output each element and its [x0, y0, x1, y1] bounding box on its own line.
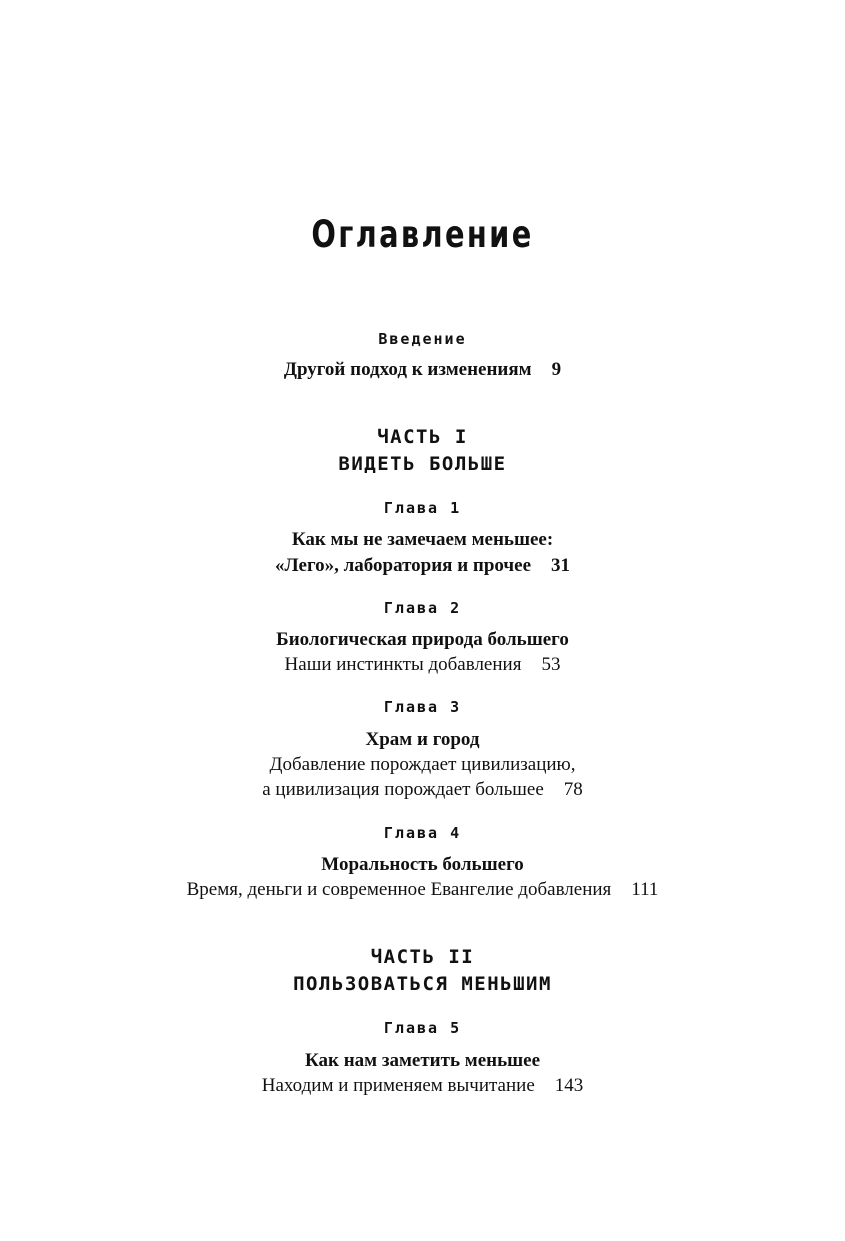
- chapter5-title: Как нам заметить меньшее: [304, 1050, 541, 1071]
- chapter1-page-number: 31: [551, 555, 571, 576]
- chapter3-title: Храм и город: [365, 729, 480, 750]
- part2-title: ПОЛЬЗОВАТЬСЯ МЕНЬШИМ: [293, 973, 552, 995]
- chapter5-label: Глава 5: [383, 1019, 462, 1037]
- part2-label: ЧАСТЬ II: [370, 946, 475, 968]
- chapter2-subtitle: Наши инстинкты добавления: [284, 654, 522, 675]
- chapter3-page-number: 78: [563, 779, 583, 800]
- intro-page-number: 9: [551, 359, 562, 380]
- intro-label: Введение: [378, 330, 467, 348]
- chapter1-title-line1: Как мы не замечаем меньшее:: [291, 529, 554, 550]
- chapter2-entry: [0, 654, 845, 676]
- part1-title: ВИДЕТЬ БОЛЬШЕ: [338, 453, 507, 475]
- chapter2-title: Биологическая природа большего: [276, 629, 569, 650]
- chapter4-entry: [0, 879, 845, 901]
- chapter4-page-number: 111: [631, 879, 659, 900]
- chapter3-subtitle-line2: а цивилизация порождает большее: [262, 779, 544, 800]
- chapter2-page-number: 53: [541, 654, 561, 675]
- chapter5-entry: [0, 1075, 845, 1097]
- intro-title: Другой подход к изменениям: [283, 359, 532, 380]
- chapter3-subtitle-line1: Добавление порождает цивилизацию,: [269, 754, 576, 775]
- chapter2-label: Глава 2: [383, 599, 462, 617]
- part1-label: ЧАСТЬ I: [377, 426, 468, 448]
- chapter3-label: Глава 3: [383, 698, 462, 716]
- chapter1-label: Глава 1: [383, 499, 462, 517]
- chapter4-title: Моральность большего: [321, 854, 524, 875]
- chapter1-title-line2: «Лего», лаборатория и прочее: [274, 555, 532, 576]
- chapter5-subtitle: Находим и применяем вычитание: [261, 1075, 535, 1096]
- chapter4-subtitle: Время, деньги и современное Евангелие добавления: [186, 879, 612, 900]
- chapter3-entry: [0, 779, 845, 801]
- intro-entry: [0, 359, 845, 381]
- chapter1-entry: [0, 555, 845, 577]
- chapter5-page-number: 143: [554, 1075, 584, 1096]
- page-title: Оглавление: [311, 213, 534, 256]
- chapter4-label: Глава 4: [383, 824, 462, 842]
